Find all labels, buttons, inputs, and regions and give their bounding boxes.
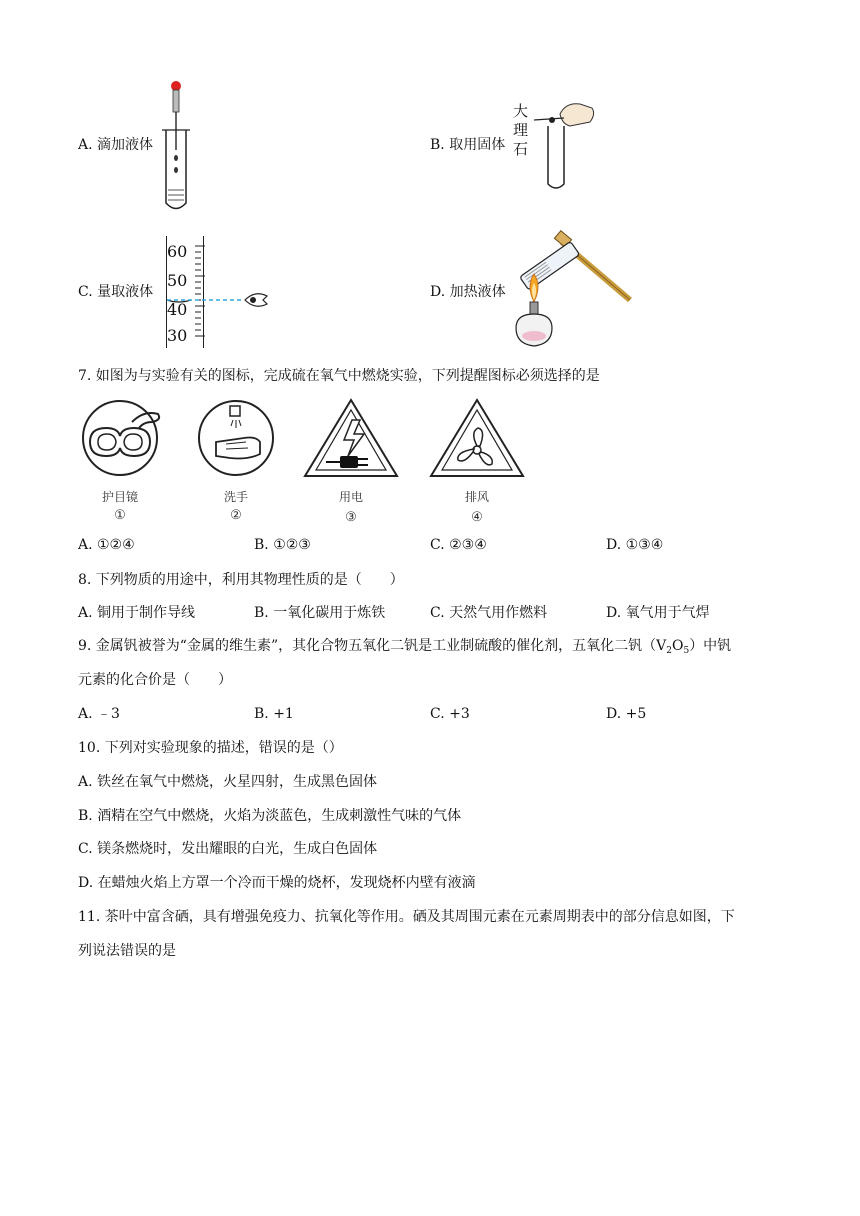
q10-option-a: A. 铁丝在氧气中燃烧，火星四射，生成黑色固体 [78, 774, 378, 790]
q6-option-c: C. 量取液体 [78, 284, 154, 300]
q8-option-c: C. 天然气用作燃料 [430, 605, 548, 621]
q8-stem: 8. 下列物质的用途中，利用其物理性质的是（ ） [78, 572, 404, 588]
q11-stem-line-2: 列说法错误的是 [78, 943, 176, 959]
icon-caption-electricity: 用电 [338, 490, 363, 504]
marble-label: 大 理 石 [513, 102, 529, 158]
icon-number-1: ① [114, 508, 126, 523]
hand-tweezers-figure [530, 98, 600, 193]
q9-option-c: C. +3 [430, 706, 470, 722]
q9-option-b: B. +1 [254, 706, 294, 722]
q10-option-b: B. 酒精在空气中燃烧，火焰为淡蓝色，生成刺激性气味的气体 [78, 808, 462, 824]
q7-option-d: D. ①③④ [606, 537, 664, 553]
q7-stem: 7. 如图为与实验有关的图标，完成硫在氧气中燃烧实验，下列提醒图标必须选择的是 [78, 368, 600, 384]
icon-caption-fan: 排风 [464, 490, 489, 504]
q7-option-c: C. ②③④ [430, 537, 487, 553]
q7-option-a: A. ①②④ [78, 537, 135, 553]
wash-hands-icon [196, 398, 276, 478]
icon-number-3: ③ [345, 510, 357, 525]
graduated-cylinder-figure: 60 50 40 30 [160, 236, 208, 348]
electricity-icon [302, 396, 400, 480]
q9-stem-line-2: 元素的化合价是（ ） [78, 672, 232, 688]
q9-option-d: D. +5 [606, 706, 647, 722]
q8-option-d: D. 氧气用于气焊 [606, 605, 710, 621]
q10-option-d: D. 在蜡烛火焰上方罩一个冷而干燥的烧杯，发现烧杯内壁有液滴 [78, 875, 476, 891]
goggles-icon [80, 398, 160, 478]
heating-liquid-figure [510, 228, 640, 356]
q11-stem-line-1: 11. 茶叶中富含硒，具有增强免疫力、抗氧化等作用。硒及其周围元素在元素周期表中的部分信息如图，下 [78, 909, 735, 925]
q8-option-b: B. 一氧化碳用于炼铁 [254, 605, 386, 621]
dropper-test-tube-figure [160, 78, 200, 213]
q6-option-a: A. 滴加液体 [78, 137, 154, 153]
q10-stem: 10. 下列对实验现象的描述，错误的是（） [78, 740, 343, 756]
q7-option-b: B. ①②③ [254, 537, 311, 553]
icon-caption-wash-hands: 洗手 [223, 490, 248, 504]
q9-stem-line-1: 9. 金属钒被誉为“金属的维生素”，其化合物五氧化二钒是工业制硫酸的催化剂，五氧化二钒$(V_2O_5)$中钒 [78, 638, 732, 656]
icon-number-4: ④ [471, 510, 483, 525]
fan-icon [428, 396, 526, 480]
q10-option-c: C. 镁条燃烧时，发出耀眼的白光，生成白色固体 [78, 841, 378, 857]
icon-number-2: ② [230, 508, 242, 523]
q8-option-a: A. 铜用于制作导线 [78, 605, 196, 621]
icon-caption-goggles: 护目镜 [101, 490, 138, 504]
q9-option-a: A. ﹣3 [78, 706, 120, 722]
q6-option-b: B. 取用固体 [430, 137, 506, 153]
q6-option-d: D. 加热液体 [430, 284, 506, 300]
cylinder-scale-eye-figure [195, 240, 275, 350]
